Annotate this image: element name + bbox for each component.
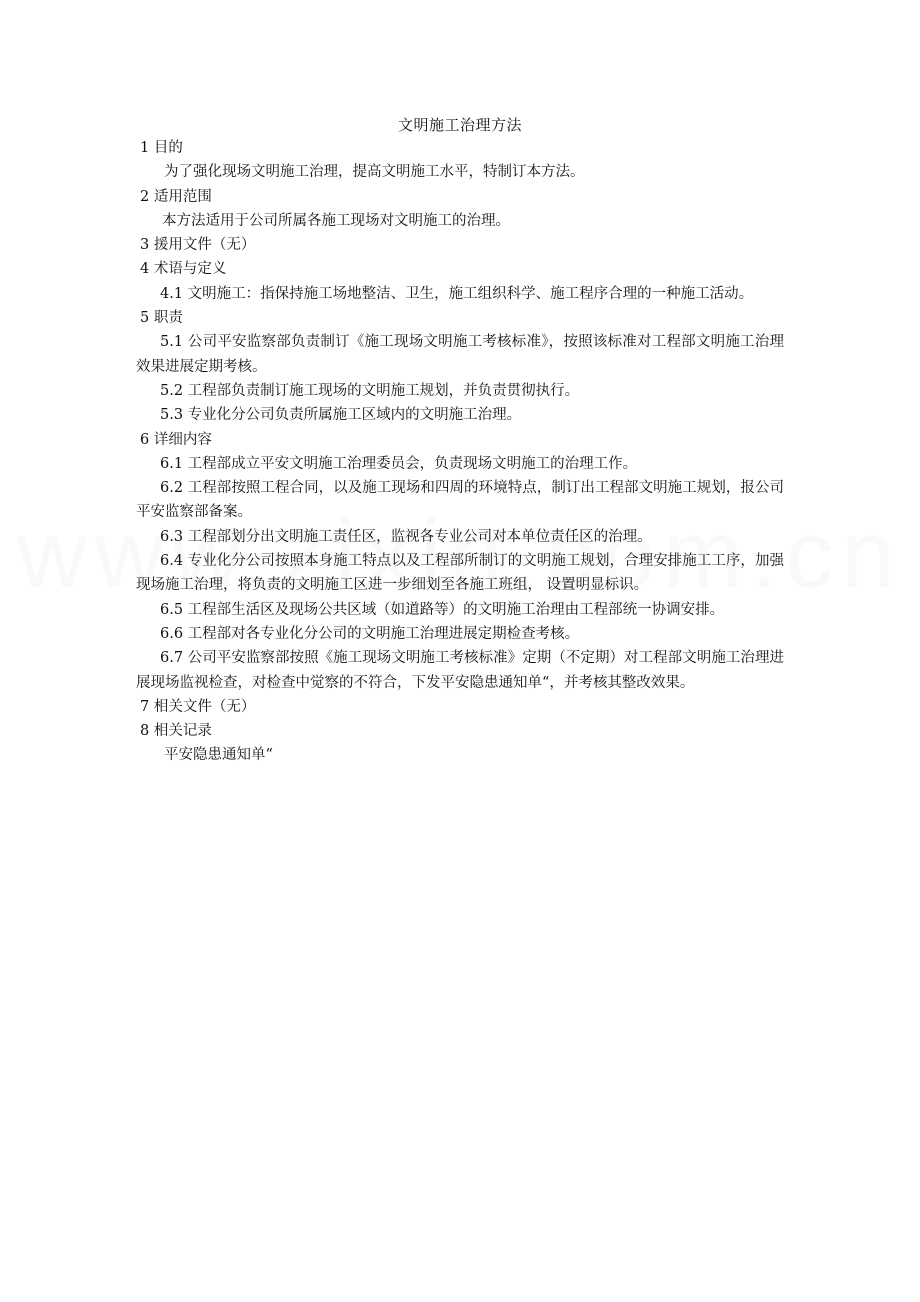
paragraph-2: 为了强化现场文明施工治理，提高文明施工水平，特制订本方法。 bbox=[164, 164, 585, 181]
paragraph-10: 5.2 工程部负责制订施工现场的文明施工规划，并负责贯彻执行。 bbox=[160, 382, 580, 399]
paragraph-6: 4 术语与定义 bbox=[140, 261, 227, 278]
paragraph-14: 6.2 工程部按照工程合同，以及施工现场和四周的环境特点，制订出工程部文明施工规划，报公司平安监察部备案。 bbox=[136, 480, 784, 521]
paragraph-8: 5 职责 bbox=[140, 310, 183, 327]
paragraph-3: 2 适用范围 bbox=[140, 188, 212, 205]
paragraph-15: 6.3 工程部划分出文明施工责任区，监视各专业公司对本单位责任区的治理。 bbox=[160, 528, 652, 545]
paragraph-22: 平安隐患通知单“ bbox=[164, 747, 273, 764]
paragraph-19: 6.7 公司平安监察部按照《施工现场文明施工考核标准》定期（不定期）对工程部文明施工治理进展现场监视检查，对检查中觉察的不符合，下发平安隐患通知单“，并考核其整改效果。 bbox=[136, 650, 784, 691]
paragraph-11: 5.3 专业化分公司负责所属施工区域内的文明施工治理。 bbox=[160, 407, 522, 424]
paragraph-18: 6.6 工程部对各专业化分公司的文明施工治理进展定期检查考核。 bbox=[160, 625, 580, 642]
paragraph-21: 8 相关记录 bbox=[140, 723, 212, 740]
paragraph-7: 4.1 文明施工：指保持施工场地整洁、卫生，施工组织科学、施工程序合理的一种施工活动。 bbox=[160, 285, 754, 302]
paragraph-13: 6.1 工程部成立平安文明施工治理委员会，负责现场文明施工的治理工作。 bbox=[160, 455, 638, 472]
document-title: 文明施工治理方法 bbox=[397, 116, 522, 134]
paragraph-17: 6.5 工程部生活区及现场公共区域（如道路等）的文明施工治理由工程部统一协调安排。 bbox=[160, 601, 725, 618]
paragraph-1: 1 目的 bbox=[140, 140, 183, 156]
paragraph-9: 5.1 公司平安监察部负责制订《施工现场文明施工考核标准》，按照该标准对工程部文明施工治理效果进展定期考核。 bbox=[136, 334, 784, 375]
paragraph-12: 6 详细内容 bbox=[140, 431, 212, 448]
document-body bbox=[136, 136, 784, 768]
paragraph-4: 本方法适用于公司所属各施工现场对文明施工的治理。 bbox=[162, 212, 510, 229]
paragraph-5: 3 援用文件（无） bbox=[140, 237, 256, 254]
paragraph-20: 7 相关文件（无） bbox=[140, 698, 256, 715]
paragraph-16: 6.4 专业化分公司按照本身施工特点以及工程部所制订的文明施工规划，合理安排施工工序，加强现场施工治理，将负责的文明施工区进一步细划至各施工班组， 设置明显标识。 bbox=[136, 553, 784, 594]
